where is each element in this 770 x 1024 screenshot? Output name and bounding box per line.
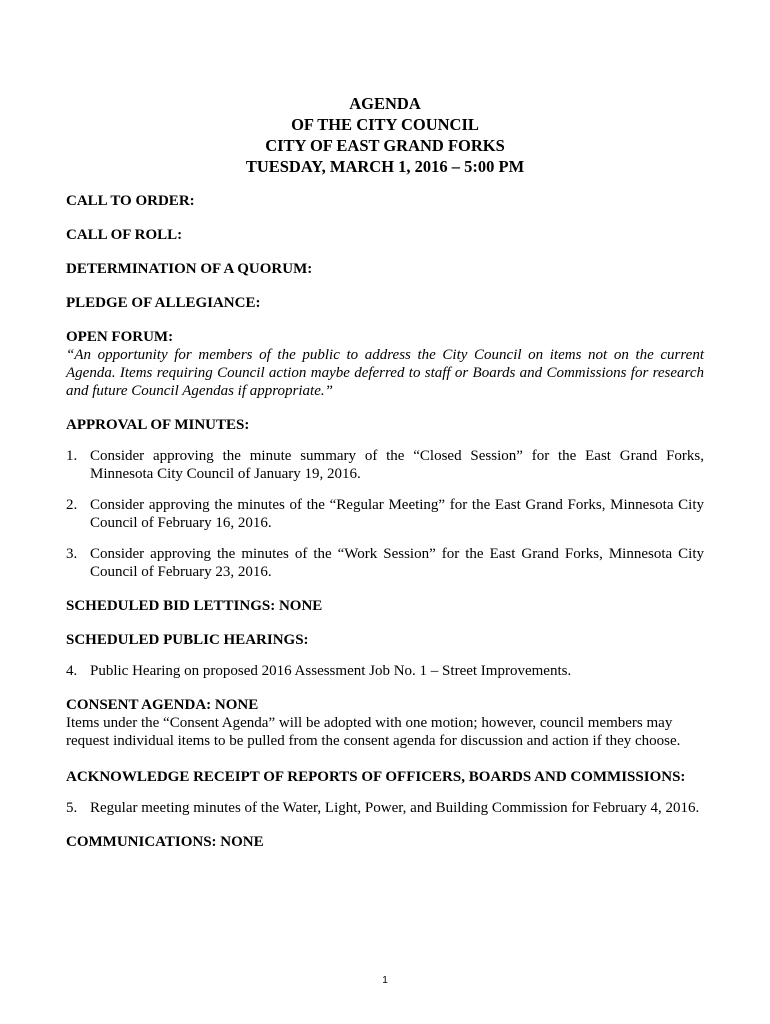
agenda-item-5 — [66, 799, 704, 817]
item-number: 3. — [66, 546, 78, 562]
heading-approval-of-minutes: APPROVAL OF MINUTES: — [66, 417, 250, 433]
open-forum-text: “An opportunity for members of the public to address the City Council on items not on the current Agenda. Items requiring Council action maybe deferred to staff or Boards and Commissions for research and future Council Agendas if appropriate.” — [66, 347, 704, 399]
item-text: Public Hearing on proposed 2016 Assessment Job No. 1 – Street Improvements. — [90, 663, 572, 679]
item-number: 2. — [66, 497, 78, 513]
heading-public-hearings: SCHEDULED PUBLIC HEARINGS: — [66, 632, 309, 648]
item-text: Consider approving the minutes of the “Regular Meeting” for the East Grand Forks, Minnesota City Council of February 16, 2016. — [90, 497, 704, 531]
title-line-1: AGENDA — [349, 94, 421, 113]
heading-acknowledge-reports: ACKNOWLEDGE RECEIPT OF REPORTS OF OFFICERS, BOARDS AND COMMISSIONS: — [66, 769, 686, 785]
agenda-item-1 — [66, 447, 704, 483]
title-line-4: TUESDAY, MARCH 1, 2016 – 5:00 PM — [245, 157, 525, 176]
item-number: 4. — [66, 663, 78, 679]
heading-open-forum: OPEN FORUM: — [66, 329, 174, 345]
heading-consent-agenda: CONSENT AGENDA: NONE — [66, 697, 259, 713]
consent-agenda-text: Items under the “Consent Agenda” will be adopted with one motion; however, council members may request individual items to be pulled from the consent agenda for discussion and action if they choose. — [66, 715, 681, 749]
page-number: 1 — [382, 975, 388, 986]
heading-call-to-order: CALL TO ORDER: — [66, 193, 195, 209]
item-text: Regular meeting minutes of the Water, Light, Power, and Building Commission for February 4, 2016. — [90, 800, 700, 816]
title-line-2: OF THE CITY COUNCIL — [291, 115, 479, 134]
item-text: Consider approving the minute summary of the “Closed Session” for the East Grand Forks, Minnesota City Council of January 19, 2016. — [90, 448, 704, 482]
heading-pledge: PLEDGE OF ALLEGIANCE: — [66, 295, 261, 311]
heading-bid-lettings: SCHEDULED BID LETTINGS: NONE — [66, 598, 323, 614]
item-number: 5. — [66, 800, 78, 816]
item-number: 1. — [66, 448, 78, 464]
heading-quorum: DETERMINATION OF A QUORUM: — [66, 261, 313, 277]
agenda-item-4 — [66, 662, 704, 680]
item-text: Consider approving the minutes of the “Work Session” for the East Grand Forks, Minnesota City Council of February 23, 2016. — [90, 546, 704, 580]
heading-communications: COMMUNICATIONS: NONE — [66, 834, 264, 850]
agenda-title — [66, 93, 704, 177]
agenda-item-3 — [66, 545, 704, 581]
agenda-document — [66, 93, 704, 851]
title-line-3: CITY OF EAST GRAND FORKS — [265, 136, 505, 155]
heading-call-of-roll: CALL OF ROLL: — [66, 227, 183, 243]
agenda-item-2 — [66, 496, 704, 532]
